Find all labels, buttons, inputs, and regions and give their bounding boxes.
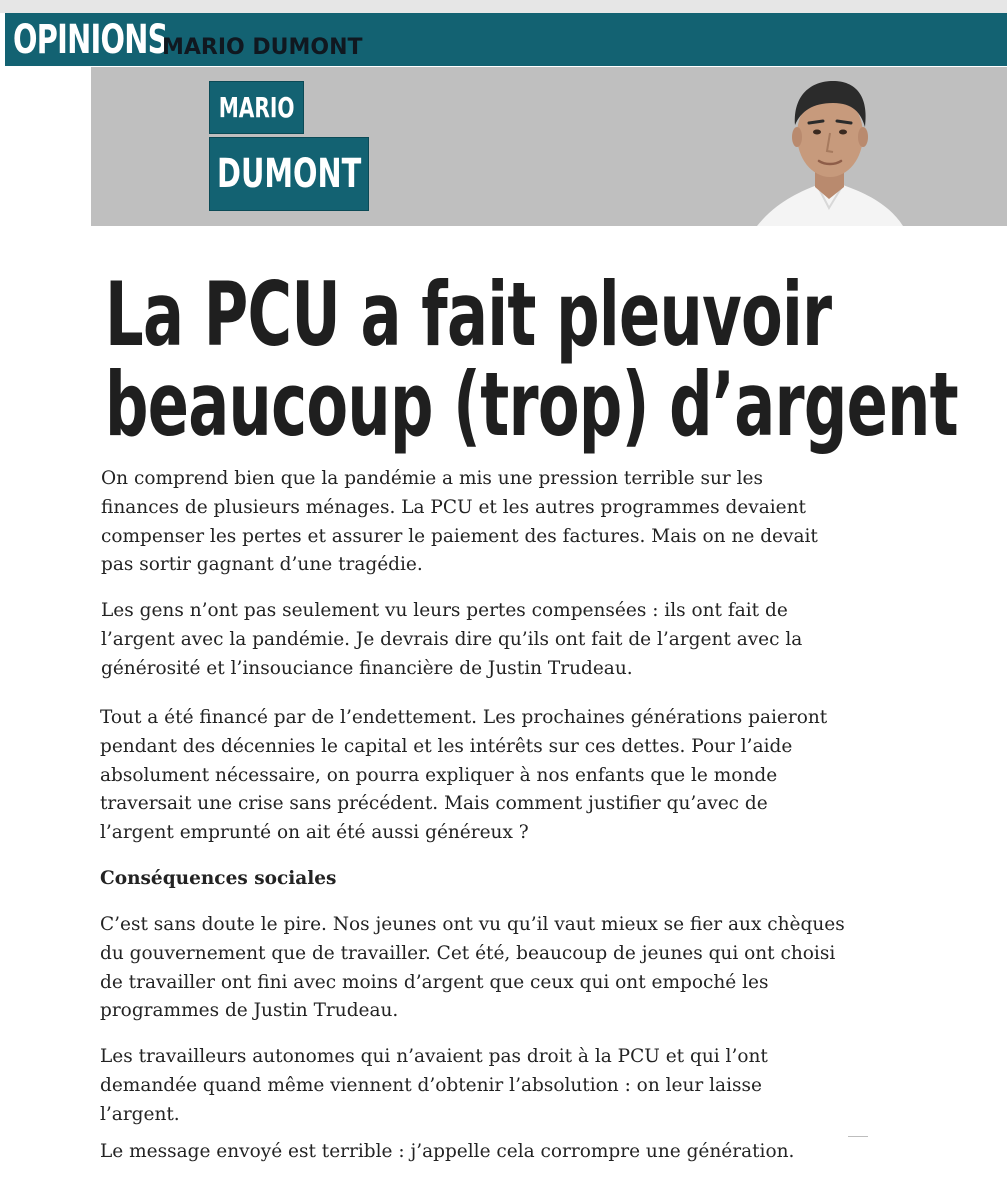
paragraph [101,465,818,580]
paragraph-line: Les gens n’ont pas seulement vu leurs pertes compensées : ils ont fait de [101,600,788,621]
paragraph-line: On comprend bien que la pandémie a mis une pression terrible sur les [101,468,763,489]
paragraph-line: du gouvernement que de travailler. Cet été, beaucoup de jeunes qui ont choisi [100,942,836,964]
paragraph-line: générosité et l’insouciance financière de Justin Trudeau. [101,657,633,679]
paragraph-line: traversait une crise sans précédent. Mais comment justifier qu’avec de [100,793,768,815]
section-label[interactable]: OPINIONS [13,17,168,63]
paragraph [101,597,802,683]
paragraph-line: demandée quand même viennent d’obtenir l’absolution : on leur laisse [100,1074,762,1096]
paragraph [100,1138,794,1167]
divider [848,1136,868,1137]
paragraph [100,704,827,848]
author-banner [91,67,1007,226]
paragraph-line: compenser les pertes et assurer le paiement des factures. Mais on ne devait [101,525,818,547]
paragraph-line: l’argent emprunté on ait été aussi généreux ? [100,822,529,844]
paragraph-line: Le message envoyé est terrible : j’appelle cela corrompre une génération. [100,1141,795,1162]
paragraph-line: C’est sans doute le pire. Nos jeunes ont vu qu’il vaut mieux se fier aux chèques [100,914,845,935]
paragraph-line: programmes de Justin Trudeau. [100,1000,399,1022]
author-first-name-box [209,81,304,134]
author-label[interactable]: MARIO DUMONT [162,35,363,60]
top-strip [0,0,1007,13]
paragraph-line: absolument nécessaire, on pourra expliquer à nos enfants que le monde [100,764,778,786]
headline-line: beaucoup (trop) d’argent [105,353,958,456]
section-header-bar [5,13,1007,66]
paragraph-line: l’argent avec la pandémie. Je devrais dire qu’ils ont fait de l’argent avec la [101,628,803,650]
paragraph-line: finances de plusieurs ménages. La PCU et les autres programmes devaient [101,496,806,518]
section-subhead: Conséquences sociales [100,868,337,889]
author-last-name: DUMONT [216,151,362,197]
headline-line: La PCU a fait pleuvoir [105,263,832,366]
paragraph-line: de travailler ont fini avec moins d’argent que ceux qui ont empoché les [100,971,769,993]
article-headline [105,263,958,456]
paragraph-line: Les travailleurs autonomes qui n’avaient pas droit à la PCU et qui l’ont [100,1046,768,1067]
paragraph [100,911,845,1026]
paragraph [100,1043,768,1129]
paragraph-line: l’argent. [100,1103,180,1125]
author-first-name: MARIO [218,91,295,124]
paragraph-line: pendant des décennies le capital et les intérêts sur ces dettes. Pour l’aide [100,735,793,757]
author-last-name-box [209,137,369,211]
paragraph-line: Tout a été financé par de l’endettement. Les prochaines générations paieront [100,707,828,728]
paragraph-line: pas sortir gagnant d’une tragédie. [101,554,423,576]
author-portrait [747,73,907,226]
